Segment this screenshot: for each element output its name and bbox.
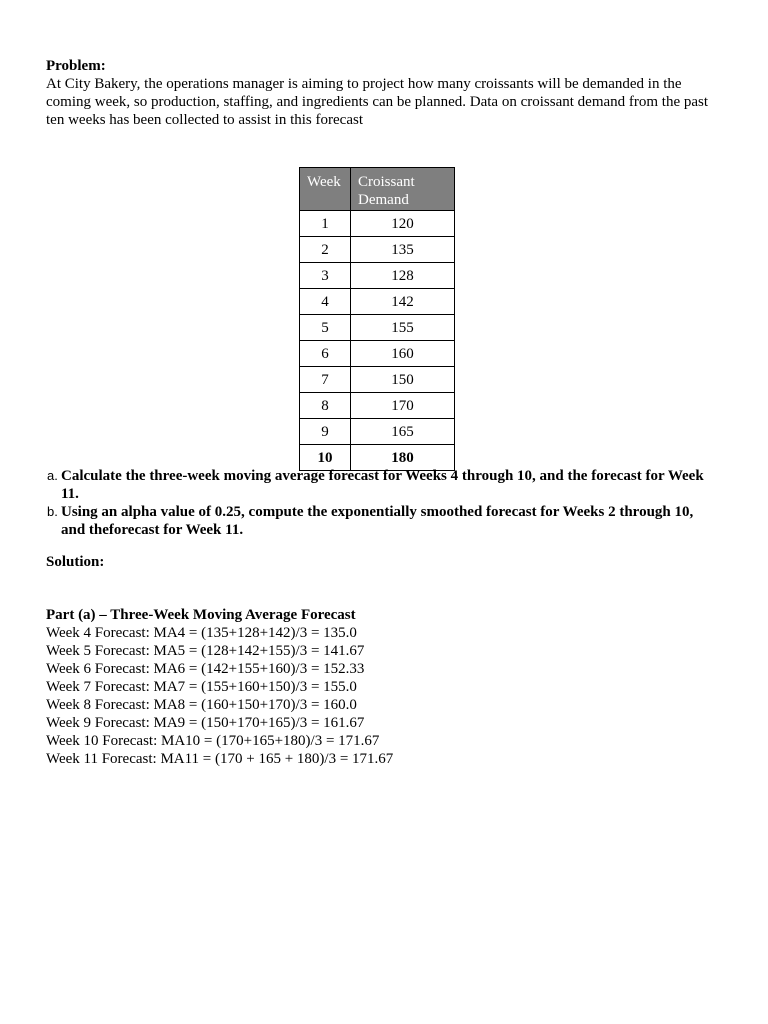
task-text: Using an alpha value of 0.25, compute the exponentially smoothed forecast for Weeks 2 through 10, and theforecast for Week 11. — [61, 504, 694, 538]
table-row — [300, 341, 455, 367]
problem-text: At City Bakery, the operations manager is aiming to project how many croissants will be demanded in the coming week, so production, staffing, and ingredients can be planned. Data on croissant demand from the past ten weeks has been collected to assist in this forecast — [46, 76, 709, 128]
column-header-week: Week — [300, 168, 351, 211]
solution-heading: Solution: — [46, 554, 105, 570]
forecast-line: Week 6 Forecast: MA6 = (142+155+160)/3 = 152.33 — [46, 661, 365, 677]
task-item — [46, 503, 716, 539]
demand-cell: 150 — [351, 367, 455, 393]
week-cell: 2 — [300, 237, 351, 263]
document-page — [46, 57, 716, 767]
demand-cell: 120 — [351, 211, 455, 237]
task-marker: b. — [47, 504, 58, 519]
week-cell: 7 — [300, 367, 351, 393]
demand-cell: 155 — [351, 315, 455, 341]
part-a-section — [46, 606, 393, 768]
table-row — [300, 289, 455, 315]
week-cell: 6 — [300, 341, 351, 367]
task-marker: a. — [47, 468, 58, 483]
table-row — [300, 393, 455, 419]
forecast-line: Week 4 Forecast: MA4 = (135+128+142)/3 = 135.0 — [46, 625, 357, 641]
week-cell: 9 — [300, 419, 351, 445]
week-cell: 5 — [300, 315, 351, 341]
week-cell: 1 — [300, 211, 351, 237]
table-row — [300, 237, 455, 263]
week-cell: 3 — [300, 263, 351, 289]
table-row — [300, 263, 455, 289]
forecast-line: Week 10 Forecast: MA10 = (170+165+180)/3 = 171.67 — [46, 733, 380, 749]
table-row — [300, 367, 455, 393]
task-item — [46, 467, 716, 503]
demand-table — [299, 167, 455, 471]
demand-cell: 160 — [351, 341, 455, 367]
forecast-line: Week 8 Forecast: MA8 = (160+150+170)/3 = 160.0 — [46, 697, 357, 713]
demand-cell: 165 — [351, 419, 455, 445]
demand-cell: 180 — [351, 445, 455, 471]
week-cell: 10 — [300, 445, 351, 471]
demand-cell: 135 — [351, 237, 455, 263]
part-a-title: Part (a) – Three-Week Moving Average Forecast — [46, 607, 356, 623]
table-header-row — [300, 168, 455, 211]
table-row — [300, 211, 455, 237]
week-cell: 8 — [300, 393, 351, 419]
forecast-line: Week 7 Forecast: MA7 = (155+160+150)/3 = 155.0 — [46, 679, 357, 695]
demand-cell: 142 — [351, 289, 455, 315]
table-row — [300, 419, 455, 445]
task-list — [46, 467, 716, 539]
demand-cell: 170 — [351, 393, 455, 419]
column-header-demand: Croissant Demand — [351, 168, 455, 211]
task-text: Calculate the three-week moving average forecast for Weeks 4 through 10, and the forecast for Week 11. — [61, 468, 704, 502]
forecast-line: Week 5 Forecast: MA5 = (128+142+155)/3 = 141.67 — [46, 643, 365, 659]
forecast-line: Week 11 Forecast: MA11 = (170 + 165 + 180)/3 = 171.67 — [46, 751, 394, 767]
problem-heading: Problem: — [46, 58, 106, 74]
week-cell: 4 — [300, 289, 351, 315]
table-row — [300, 315, 455, 341]
demand-cell: 128 — [351, 263, 455, 289]
forecast-line: Week 9 Forecast: MA9 = (150+170+165)/3 = 161.67 — [46, 715, 365, 731]
